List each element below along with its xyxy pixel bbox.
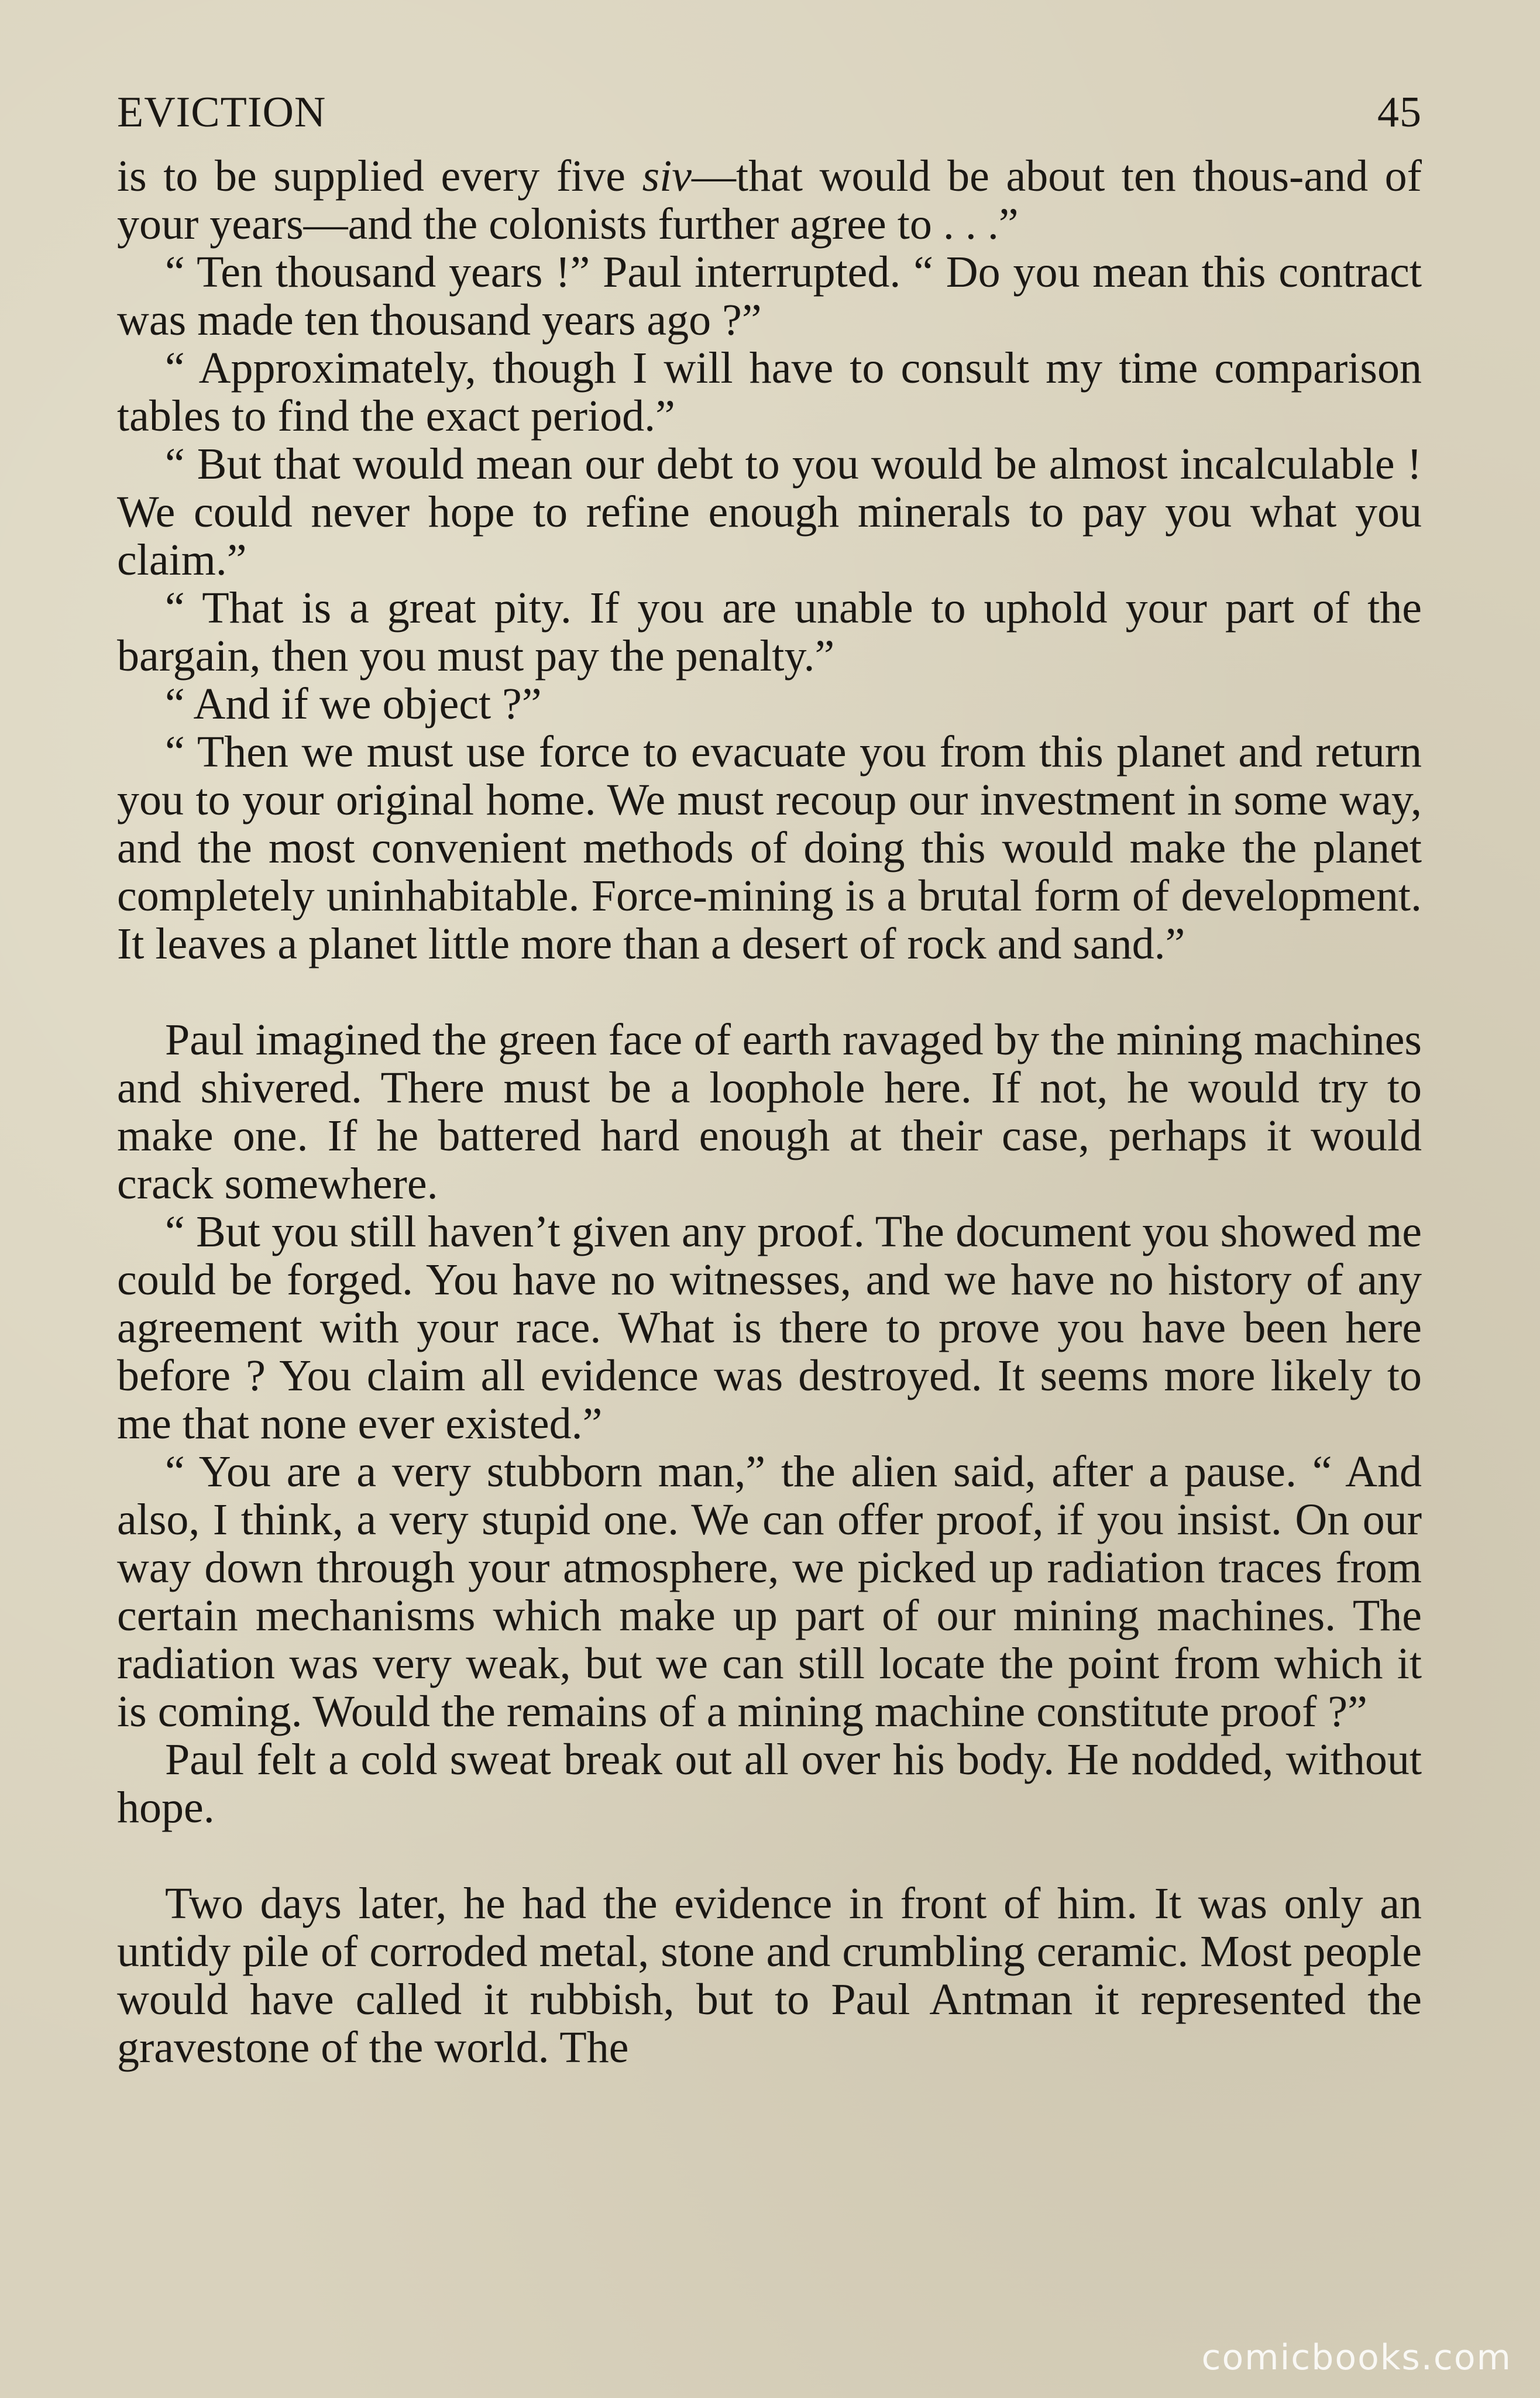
paragraph: “ You are a very stubborn man,” the alien said, after a pause. “ And also, I think, a very stupid one. We can offer proof, if you insist. On our way down through your atmosphere, we picked up radiation traces from certain mechanisms which make up part of our mining machines. The radiation was very weak, but we can still locate the point from which it is coming. Would the remains of a mining machine constitute proof ?” bbox=[117, 1447, 1422, 1736]
paragraph: “ Then we must use force to evacuate you from this planet and return you to your original home. We must recoup our investment in some way, and the most convenient methods of doing this would make the planet completely uninhabitable. Force-mining is a brutal form of development. It leaves a planet little more than a desert of rock and sand.” bbox=[117, 727, 1422, 968]
paragraph: “ And if we object ?” bbox=[165, 679, 542, 729]
running-header bbox=[117, 88, 1422, 152]
paragraph: Two days later, he had the evidence in front of him. It was only an untidy pile of corroded metal, stone and crumbling ceramic. Most people would have called it rubbish, but to Paul Antman it represented the gravestone of the world. The bbox=[117, 1879, 1422, 2072]
paragraph: is to be supplied every five siv—that would be about ten thous-and of your years—and the colonists further agree to . . .” bbox=[117, 152, 1422, 249]
page-number: 45 bbox=[1377, 88, 1422, 136]
body-text bbox=[117, 152, 1422, 2071]
paragraph: “ That is a great pity. If you are unable to uphold your part of the bargain, then you must pay the penalty.” bbox=[117, 583, 1422, 681]
paragraph: “ Approximately, though I will have to consult my time comparison tables to find the exact period.” bbox=[117, 343, 1422, 441]
paragraph: “ Ten thousand years !” Paul interrupted. “ Do you mean this contract was made ten thousand years ago ?” bbox=[117, 248, 1422, 345]
paragraph: Paul imagined the green face of earth ravaged by the mining machines and shivered. There must be a loophole here. If not, he would try to make one. If he battered hard enough at their case, perhaps it would crack somewhere. bbox=[117, 1015, 1422, 1208]
watermark: comicbooks.com bbox=[1201, 2337, 1512, 2378]
book-page bbox=[117, 88, 1422, 2071]
paragraph: Paul felt a cold sweat break out all over his body. He nodded, without hope. bbox=[117, 1735, 1422, 1832]
paragraph: “ But you still haven’t given any proof. The document you showed me could be forged. You have no witnesses, and we have no history of any agreement with your race. What is there to prove you have been here before ? You claim all evidence was destroyed. It seems more likely to me that none ever existed.” bbox=[117, 1207, 1422, 1448]
chapter-title: EVICTION bbox=[117, 88, 326, 136]
paragraph: “ But that would mean our debt to you would be almost incalculable ! We could never hope to refine enough minerals to pay you what you claim.” bbox=[117, 439, 1422, 585]
